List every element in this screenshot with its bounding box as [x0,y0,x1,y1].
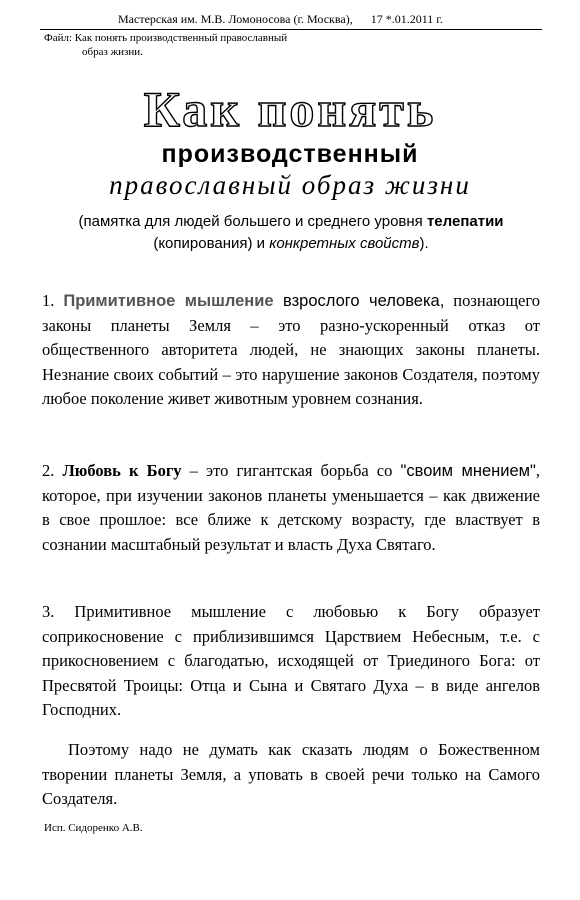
header-rule [40,29,542,30]
title-line-2: производственный [161,140,419,168]
title-line-1: Как понять [143,81,437,137]
subtitle-properties: конкретных свойств [269,235,420,252]
header-line: Мастерская им. М.В. Ломоносова (г. Москва), 17 *.01.2011 г. [118,12,443,26]
paragraph-1 [42,289,540,412]
p1-sans-part: взрослого человека, [273,292,445,310]
paragraph-2 [42,459,540,557]
p1-highlight: Примитивное мышление [63,292,274,310]
paragraph-3: 3. Примитивное мышление с любовью к Богу образует соприкосновение с приблизившимся Царствием Небесным, т.е. с прикосновением с благодатью, исходящей от Триединого Бога: от Пресвятой Троицы: Отца и Сына и Святаго Духа – в виде ангелов Господних. [42,602,540,719]
paragraph-4 [42,738,540,812]
p1-rest: познающего законы планеты Земля – это разно-ускоренный отказ от общественного авторитета людей, не знающих законы планеты. Незнание своих событий – это нарушение законов Создателя, поэтому любое поколение живет животным уровнем сознания. [42,291,540,408]
subtitle-part-1: (памятка для людей большего и среднего уровня [78,213,427,230]
p4-text: Поэтому надо не думать как сказать людям о Божественном творении планеты Земля, а уповать в своей речи только на Самого Создателя. [42,740,540,808]
p1-number: 1. [42,291,64,310]
subtitle-part-5: ). [419,235,429,252]
p2-number: 2. [42,461,63,480]
p2-text-2: , которое, при изучении законов планеты уменьшается – как движение в свое прошлое: все ближе к детскому возрасту, где властвует в сознании масштабный результат и власть Духа Святаго. [42,461,540,554]
file-note [44,31,287,59]
subtitle [40,211,542,255]
p2-bold: Любовь к Богу [62,461,182,480]
p2-quote: "своим мнением" [400,462,536,480]
signature: Исп. Сидоренко А.В. [44,822,143,834]
p2-text-1: – это гигантская борьба со [181,461,401,480]
title-line-3: православный образ жизни [109,170,471,200]
file-label-cont: образ жизни. [82,46,143,58]
subtitle-part-3: (копирования) и [153,235,270,252]
subtitle-telepathy: телепатии [426,213,504,230]
file-label: Файл: Как понять производственный православный [44,32,288,44]
